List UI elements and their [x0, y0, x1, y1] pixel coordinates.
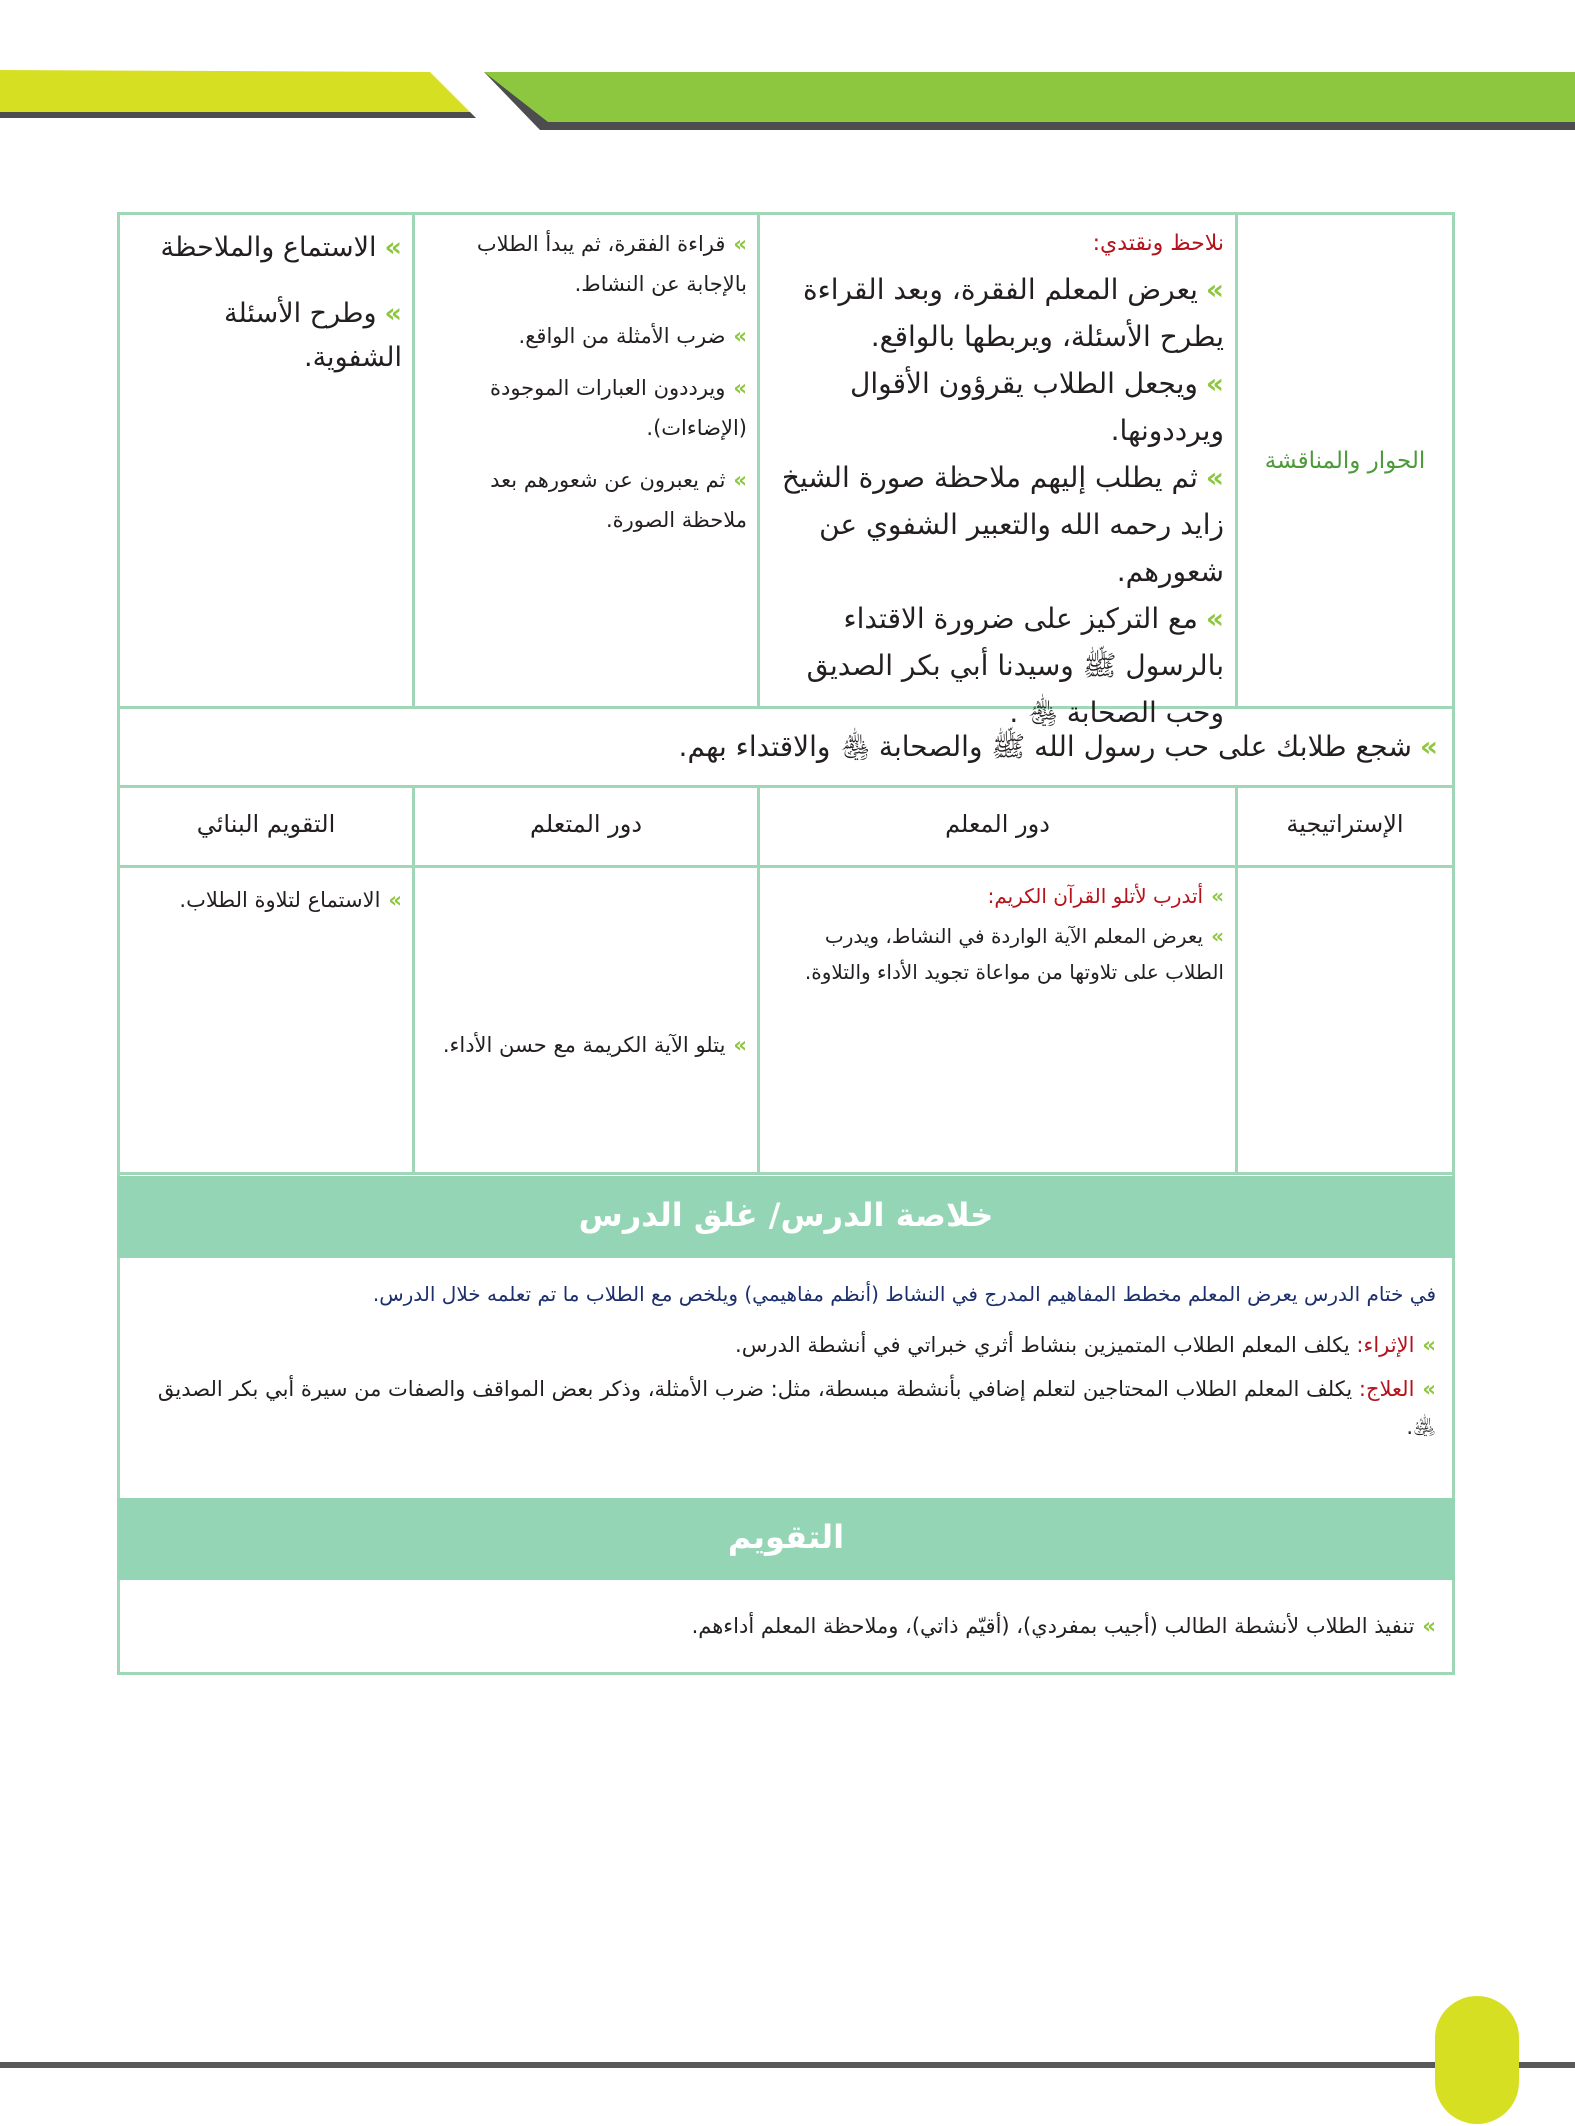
yellow-band: [0, 70, 476, 118]
header-teacher: دور المعلم: [945, 810, 1050, 838]
bullet-icon: »: [1422, 1377, 1436, 1401]
summary-body: [120, 1268, 1452, 1480]
bullet-icon: »: [1419, 730, 1438, 763]
bullet-icon: »: [1205, 367, 1224, 400]
teacher-item-2: »يعرض المعلم الآية الواردة في النشاط، ويدرب الطلاب على تلاوتها من مواعاة تجويد الأداء والتلاوة.: [804, 924, 1224, 984]
strategy-cell: [1238, 215, 1452, 706]
bullet-icon: »: [1422, 1614, 1436, 1638]
evaluation-title-band: التقويم: [117, 1498, 1455, 1580]
evaluation-text: تنفيذ الطلاب لأنشطة الطالب (أجيب بمفردي)، (أقيّم ذاتي)، وملاحظة المعلم أداءهم.: [691, 1614, 1415, 1638]
student-item: »ويرددون العبارات الموجودة (الإضاءات).: [489, 376, 747, 440]
assessment-cell-2: [120, 880, 410, 1172]
summary-title-band: خلاصة الدرس/ غلق الدرس: [117, 1176, 1455, 1258]
bullet-icon: »: [1205, 461, 1224, 494]
footer-line: [0, 2062, 1575, 2068]
header-strategy: الإستراتيجية: [1286, 810, 1404, 838]
teacher-item: »مع التركيز على ضرورة الاقتداء بالرسول ﷺ وسيدنا أبي بكر الصديق وحب الصحابة ﵃ .: [806, 602, 1224, 729]
bullet-icon: »: [1205, 602, 1224, 635]
row-divider: [117, 1172, 1455, 1175]
bullet-icon: »: [1211, 884, 1224, 908]
bullet-icon: »: [733, 1033, 747, 1057]
bullet-icon: »: [733, 324, 747, 348]
assessment-item: »وطرح الأسئلة الشفوية.: [224, 298, 402, 373]
enrichment-label: الإثراء:: [1356, 1333, 1415, 1357]
teacher-role-cell-2: [760, 878, 1230, 1172]
strategy-cell-empty: [1238, 868, 1452, 1172]
evaluation-body: [120, 1580, 1452, 1672]
bullet-icon: »: [1211, 924, 1224, 948]
remedial-item: »العلاج: يكلف المعلم الطلاب المحتاجين لتعلم إضافي بأنشطة مبسطة، مثل: ضرب الأمثلة، وذكر بعض المواقف والصفات من سيرة أبي بكر الصديق ﵁.: [157, 1377, 1436, 1439]
bullet-icon: »: [384, 232, 402, 263]
strategy-text: الحوار والمناقشة: [1264, 447, 1426, 474]
header-assessment: التقويم البنائي: [196, 810, 336, 838]
yellow-band-shadow: [0, 112, 476, 118]
teacher-item: »ثم يطلب إليهم ملاحظة صورة الشيخ زايد رحمه الله والتعبير الشفوي عن شعورهم.: [781, 461, 1224, 588]
assessment-item: »الاستماع والملاحظة: [160, 232, 402, 263]
teacher-heading: نلاحظ ونقتدي:: [1092, 231, 1224, 256]
assessment-item-2: »الاستماع لتلاوة الطلاب.: [179, 888, 402, 912]
enrichment-item: »الإثراء: يكلف المعلم الطلاب المتميزين بنشاط أثري خبراتي في أنشطة الدرس.: [735, 1333, 1436, 1357]
remedial-label: العلاج:: [1358, 1377, 1415, 1401]
teacher-item: »يعرض المعلم الفقرة، وبعد القراءة يطرح الأسئلة، ويربطها بالواقع.: [802, 273, 1224, 353]
bullet-icon: »: [733, 376, 747, 400]
student-role-cell: [415, 224, 755, 706]
green-band: [484, 72, 1575, 122]
values-row: [120, 709, 1452, 785]
values-text: شجع طلابك على حب رسول الله ﷺ والصحابة ﵃ والاقتداء بهم.: [678, 730, 1412, 763]
bullet-icon: »: [384, 298, 402, 329]
bullet-icon: »: [1205, 273, 1224, 306]
header-decoration: [0, 0, 1575, 140]
header-student: دور المتعلم: [529, 810, 643, 838]
assessment-cell: [120, 226, 410, 706]
student-item: »ضرب الأمثلة من الواقع.: [518, 324, 747, 348]
teacher-item: »ويجعل الطلاب يقرؤون الأقوال ويرددونها.: [850, 367, 1224, 447]
student-item: »ثم يعبرون عن شعورهم بعد ملاحظة الصورة.: [490, 468, 747, 532]
bullet-icon: »: [1422, 1333, 1436, 1357]
bullet-icon: »: [733, 468, 747, 492]
student-item: »قراءة الفقرة، ثم يبدأ الطلاب بالإجابة عن النشاط.: [476, 232, 747, 296]
page-number-badge: [1435, 1996, 1519, 2124]
teacher-heading-2: »أتدرب لأتلو القرآن الكريم:: [987, 884, 1224, 908]
summary-intro: في ختام الدرس يعرض المعلم مخطط المفاهيم المدرج في النشاط (أنظم مفاهيمي) ويلخص مع الطلاب ما تم تعلمه خلال الدرس.: [372, 1282, 1436, 1306]
teacher-role-cell: [760, 222, 1230, 729]
bullet-icon: »: [733, 232, 747, 256]
student-role-cell-2: [415, 1025, 755, 1172]
bullet-icon: »: [388, 888, 402, 912]
student-item-2: »يتلو الآية الكريمة مع حسن الأداء.: [442, 1033, 747, 1057]
